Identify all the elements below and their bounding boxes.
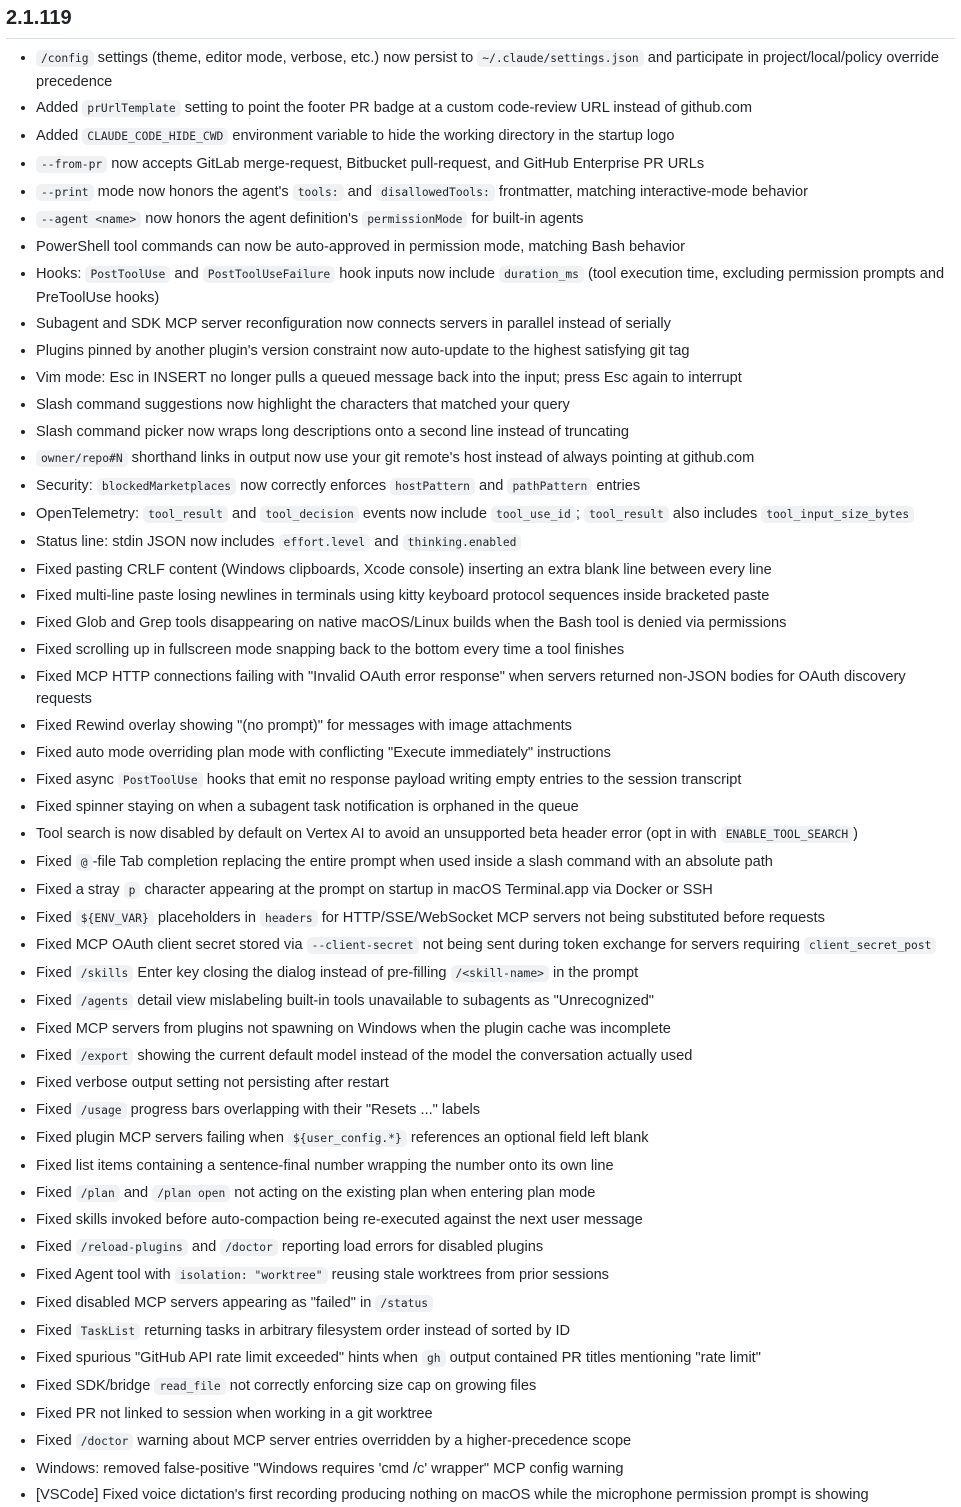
changelog-item <box>36 559 955 582</box>
changelog-item <box>36 1264 955 1288</box>
item-text: Fixed plugin MCP servers failing when <box>36 1129 288 1146</box>
item-text: PowerShell tool commands can now be auto-approved in permission mode, matching Bash behavior <box>36 239 685 256</box>
inline-code: --print <box>36 184 94 201</box>
item-text: Fixed <box>36 1184 76 1201</box>
changelog-item <box>36 503 955 527</box>
item-text: OpenTelemetry: <box>36 505 144 522</box>
changelog-item <box>36 851 955 875</box>
inline-code: /doctor <box>220 1239 278 1256</box>
changelog-item <box>36 181 955 205</box>
changelog-item <box>36 1403 955 1426</box>
changelog-item <box>36 47 955 93</box>
changelog-item <box>36 1430 955 1454</box>
item-text: Fixed disabled MCP servers appearing as "failed" in <box>36 1294 376 1311</box>
item-text: now honors the agent definition's <box>141 211 363 228</box>
item-text: not being sent during token exchange for servers requiring <box>418 937 805 954</box>
item-text: and <box>119 1184 153 1201</box>
item-text: Fixed <box>36 1322 76 1339</box>
item-text: Fixed <box>36 1239 76 1256</box>
item-text: Fixed verbose output setting not persisting after restart <box>36 1075 389 1092</box>
changelog-item <box>36 1320 955 1344</box>
inline-code: headers <box>260 910 318 927</box>
item-text: warning about MCP server entries overridden by a higher-precedence scope <box>133 1432 632 1449</box>
item-text: Fixed pasting CRLF content (Windows clipboards, Xcode console) inserting an extra blank line between every line <box>36 561 772 578</box>
item-text: now correctly enforces <box>236 478 391 495</box>
item-text: Fixed Rewind overlay showing "(no prompt)" for messages with image attachments <box>36 718 572 735</box>
item-text: Subagent and SDK MCP server reconfiguration now connects servers in parallel instead of serially <box>36 316 671 333</box>
changelog-item <box>36 742 955 765</box>
inline-code: p <box>124 882 141 899</box>
item-text: showing the current default model instead of the model the conversation actually used <box>133 1047 693 1064</box>
item-text: and <box>343 183 377 200</box>
item-text: ; <box>575 505 584 522</box>
item-text: for HTTP/SSE/WebSocket MCP servers not being substituted before requests <box>317 909 825 926</box>
item-text: Fixed MCP servers from plugins not spawning on Windows when the plugin cache was incomplete <box>36 1020 671 1037</box>
changelog-item <box>36 153 955 177</box>
changelog-item <box>36 1072 955 1095</box>
item-text: [VSCode] Fixed voice dictation's first recording producing nothing on macOS while the microphone permission prompt is showing <box>36 1487 869 1504</box>
item-text: and <box>370 533 403 550</box>
changelog-item <box>36 1209 955 1232</box>
changelog-item <box>36 125 955 149</box>
item-text: output contained PR titles mentioning "rate limit" <box>445 1350 761 1367</box>
inline-code: /agents <box>76 993 134 1010</box>
inline-code: isolation: "worktree" <box>175 1267 328 1284</box>
changelog-item <box>36 666 955 711</box>
item-text: Fixed <box>36 965 76 982</box>
item-text: Fixed async <box>36 771 118 788</box>
item-text: Fixed <box>36 1047 76 1064</box>
inline-code: /skills <box>76 965 134 982</box>
item-text: Fixed skills invoked before auto-compaction being re-executed against the next user message <box>36 1212 643 1229</box>
item-text: settings (theme, editor mode, verbose, etc.) now persist to <box>93 50 478 66</box>
inline-code: /reload-plugins <box>76 1239 188 1256</box>
inline-code: ${ENV_VAR} <box>76 910 154 927</box>
inline-code: /usage <box>76 1102 127 1119</box>
inline-code: PostToolUse <box>85 266 170 283</box>
changelog-item <box>36 263 955 309</box>
item-text: and <box>187 1239 221 1256</box>
item-text: Fixed multi-line paste losing newlines in terminals using kitty keyboard protocol sequences inside bracketed paste <box>36 588 770 605</box>
inline-code: read_file <box>154 1378 225 1395</box>
inline-code: tool_use_id <box>491 506 576 523</box>
inline-code: /status <box>375 1295 433 1312</box>
item-text: Fixed <box>36 1102 76 1119</box>
changelog-item <box>36 340 955 363</box>
item-text: frontmatter, matching interactive-mode behavior <box>494 183 808 200</box>
inline-code: ${user_config.*} <box>288 1130 407 1147</box>
changelog-item <box>36 421 955 444</box>
item-text: Enter key closing the dialog instead of pre-filling <box>133 965 451 982</box>
inline-code: owner/repo#N <box>36 450 128 467</box>
item-text: placeholders in <box>153 909 261 926</box>
item-text: entries <box>592 478 641 495</box>
inline-code: ENABLE_TOOL_SEARCH <box>721 826 853 843</box>
item-text: setting to point the footer PR badge at a custom code-review URL instead of github.com <box>180 100 753 117</box>
item-text: Fixed MCP OAuth client secret stored via <box>36 937 307 954</box>
item-text: detail view mislabeling built-in tools unavailable to subagents as "Unrecognized" <box>133 993 654 1009</box>
item-text: events now include <box>358 505 492 522</box>
changelog-item <box>36 531 955 555</box>
item-text: Fixed a stray <box>36 881 124 898</box>
changelog-item <box>36 990 955 1014</box>
inline-code: /export <box>76 1048 134 1065</box>
changelog-item <box>36 394 955 417</box>
changelog-item <box>36 1045 955 1069</box>
changelog-item <box>36 97 955 121</box>
item-text: -file Tab completion replacing the entire prompt when used inside a slash command with an absolute path <box>92 854 773 871</box>
changelog-item <box>36 796 955 819</box>
item-text: shorthand links in output now use your git remote's host instead of always pointing at github.com <box>127 450 755 467</box>
inline-code: /doctor <box>76 1433 134 1450</box>
changelog-item <box>36 907 955 931</box>
changelog-item <box>36 823 955 847</box>
changelog-item <box>36 208 955 232</box>
inline-code: PostToolUse <box>118 772 203 789</box>
item-text: now accepts GitLab merge-request, Bitbucket pull-request, and GitHub Enterprise PR URLs <box>107 155 705 172</box>
inline-code: TaskList <box>76 1323 140 1340</box>
inline-code: /plan <box>76 1185 120 1202</box>
item-text: not acting on the existing plan when entering plan mode <box>230 1184 596 1201</box>
changelog-item <box>36 612 955 635</box>
item-text: Tool search is now disabled by default on Vertex AI to avoid an unsupported beta header error (opt in with <box>36 826 721 843</box>
item-text: Added <box>36 128 83 145</box>
inline-code: --client-secret <box>307 937 419 954</box>
inline-code: /plan open <box>152 1185 230 1202</box>
changelog-item <box>36 475 955 499</box>
item-text: Fixed Agent tool with <box>36 1266 175 1283</box>
changelog-item <box>36 1155 955 1178</box>
item-text: reusing stale worktrees from prior sessions <box>327 1266 609 1283</box>
inline-code: tool_result <box>584 506 669 523</box>
changelog-item <box>36 639 955 662</box>
item-text: Fixed MCP HTTP connections failing with "Invalid OAuth error response" when servers returned non-JSON bodies for OAuth discovery requests <box>36 668 906 708</box>
item-text: returning tasks in arbitrary filesystem order instead of sorted by ID <box>140 1322 571 1339</box>
inline-code: permissionMode <box>362 211 467 228</box>
item-text: Status line: stdin JSON now includes <box>36 533 279 550</box>
version-heading: 2.1.119 <box>6 7 72 29</box>
changelog-item <box>36 1375 955 1399</box>
item-text: Hooks: <box>36 266 86 283</box>
item-text: references an optional field left blank <box>406 1129 649 1146</box>
item-text: also includes <box>668 505 762 522</box>
item-text: Vim mode: Esc in INSERT no longer pulls a queued message back into the input; press Esc again to interrupt <box>36 369 742 386</box>
inline-code: tool_decision <box>260 506 358 523</box>
item-text: (tool execution time, excluding permission prompts and PreToolUse hooks) <box>36 266 945 306</box>
item-text: Fixed list items containing a sentence-final number wrapping the number onto its own line <box>36 1157 614 1174</box>
changelog-item <box>36 1127 955 1151</box>
changelog-item <box>36 313 955 336</box>
item-text: mode now honors the agent's <box>93 183 293 200</box>
changelog-item <box>36 585 955 608</box>
changelog-item <box>36 236 955 259</box>
changelog-item <box>36 715 955 738</box>
item-text: Fixed <box>36 1432 76 1449</box>
inline-code: pathPattern <box>507 478 592 495</box>
changelog-item <box>36 934 955 958</box>
inline-code: duration_ms <box>499 266 584 283</box>
item-text: Fixed <box>36 909 76 926</box>
item-text: Windows: removed false-positive "Windows requires 'cmd /c' wrapper" MCP config warning <box>36 1460 624 1477</box>
item-text: Fixed scrolling up in fullscreen mode snapping back to the bottom every time a tool finishes <box>36 641 625 658</box>
item-text: Fixed <box>36 993 76 1009</box>
inline-code: prUrlTemplate <box>82 100 180 117</box>
changelog-item <box>36 1292 955 1316</box>
item-text: Slash command suggestions now highlight the characters that matched your query <box>36 396 570 413</box>
item-text: Fixed Glob and Grep tools disappearing on native macOS/Linux builds when the Bash tool is denied via permissions <box>36 615 787 632</box>
changelog-list <box>6 47 955 1507</box>
item-text: in the prompt <box>548 965 639 982</box>
item-text: Fixed SDK/bridge <box>36 1378 155 1395</box>
item-text: ) <box>853 826 859 843</box>
inline-code: tools: <box>293 184 344 201</box>
item-text: Security: <box>36 478 97 495</box>
inline-code: hostPattern <box>390 478 475 495</box>
item-text: and participate in project/local/policy override precedence <box>36 50 939 90</box>
changelog-item <box>36 1182 955 1206</box>
changelog-item <box>36 879 955 903</box>
heading-divider <box>6 38 955 39</box>
inline-code: ~/.claude/settings.json <box>477 50 643 67</box>
inline-code: @ <box>76 854 93 871</box>
inline-code: disallowedTools: <box>376 184 495 201</box>
item-text: for built-in agents <box>467 211 584 228</box>
inline-code: CLAUDE_CODE_HIDE_CWD <box>82 128 228 145</box>
inline-code: --from-pr <box>36 156 107 173</box>
item-text: not correctly enforcing size cap on growing files <box>225 1378 537 1395</box>
inline-code: --agent <name> <box>36 211 141 228</box>
item-text: environment variable to hide the working directory in the startup logo <box>228 128 675 145</box>
inline-code: thinking.enabled <box>403 534 522 551</box>
changelog-item <box>36 1347 955 1371</box>
item-text: Fixed PR not linked to session when working in a git worktree <box>36 1405 433 1422</box>
item-text: Fixed spurious "GitHub API rate limit exceeded" hints when <box>36 1350 422 1367</box>
inline-code: tool_input_size_bytes <box>761 506 914 523</box>
changelog-item <box>36 1018 955 1041</box>
inline-code: client_secret_post <box>804 937 936 954</box>
inline-code: /config <box>36 50 94 67</box>
item-text: hook inputs now include <box>335 266 500 283</box>
inline-code: PostToolUseFailure <box>203 266 335 283</box>
item-text: Plugins pinned by another plugin's version constraint now auto-update to the highest satisfying git tag <box>36 343 690 360</box>
item-text: reporting load errors for disabled plugins <box>277 1239 544 1256</box>
inline-code: blockedMarketplaces <box>97 478 236 495</box>
item-text: Added <box>36 100 83 117</box>
item-text: Fixed spinner staying on when a subagent task notification is orphaned in the queue <box>36 799 579 816</box>
item-text: progress bars overlapping with their "Resets ..." labels <box>126 1102 481 1119</box>
inline-code: gh <box>422 1350 446 1367</box>
changelog-item <box>36 1236 955 1260</box>
item-text: and <box>475 478 508 495</box>
inline-code: /<skill-name> <box>451 965 549 982</box>
changelog-item <box>36 1484 955 1507</box>
item-text: Fixed auto mode overriding plan mode with conflicting "Execute immediately" instructions <box>36 744 611 761</box>
changelog-item <box>36 1099 955 1123</box>
changelog-item <box>36 769 955 793</box>
item-text: hooks that emit no response payload writing empty entries to the session transcript <box>202 771 742 788</box>
inline-code: effort.level <box>279 534 371 551</box>
changelog-item <box>36 962 955 986</box>
item-text: Fixed <box>36 854 76 871</box>
changelog-item <box>36 367 955 390</box>
inline-code: tool_result <box>143 506 228 523</box>
changelog-item <box>36 1458 955 1481</box>
item-text: character appearing at the prompt on startup in macOS Terminal.app via Docker or SSH <box>140 881 713 898</box>
item-text: Slash command picker now wraps long descriptions onto a second line instead of truncating <box>36 423 629 440</box>
item-text: and <box>170 266 203 283</box>
changelog-item <box>36 447 955 471</box>
item-text: and <box>227 505 261 522</box>
